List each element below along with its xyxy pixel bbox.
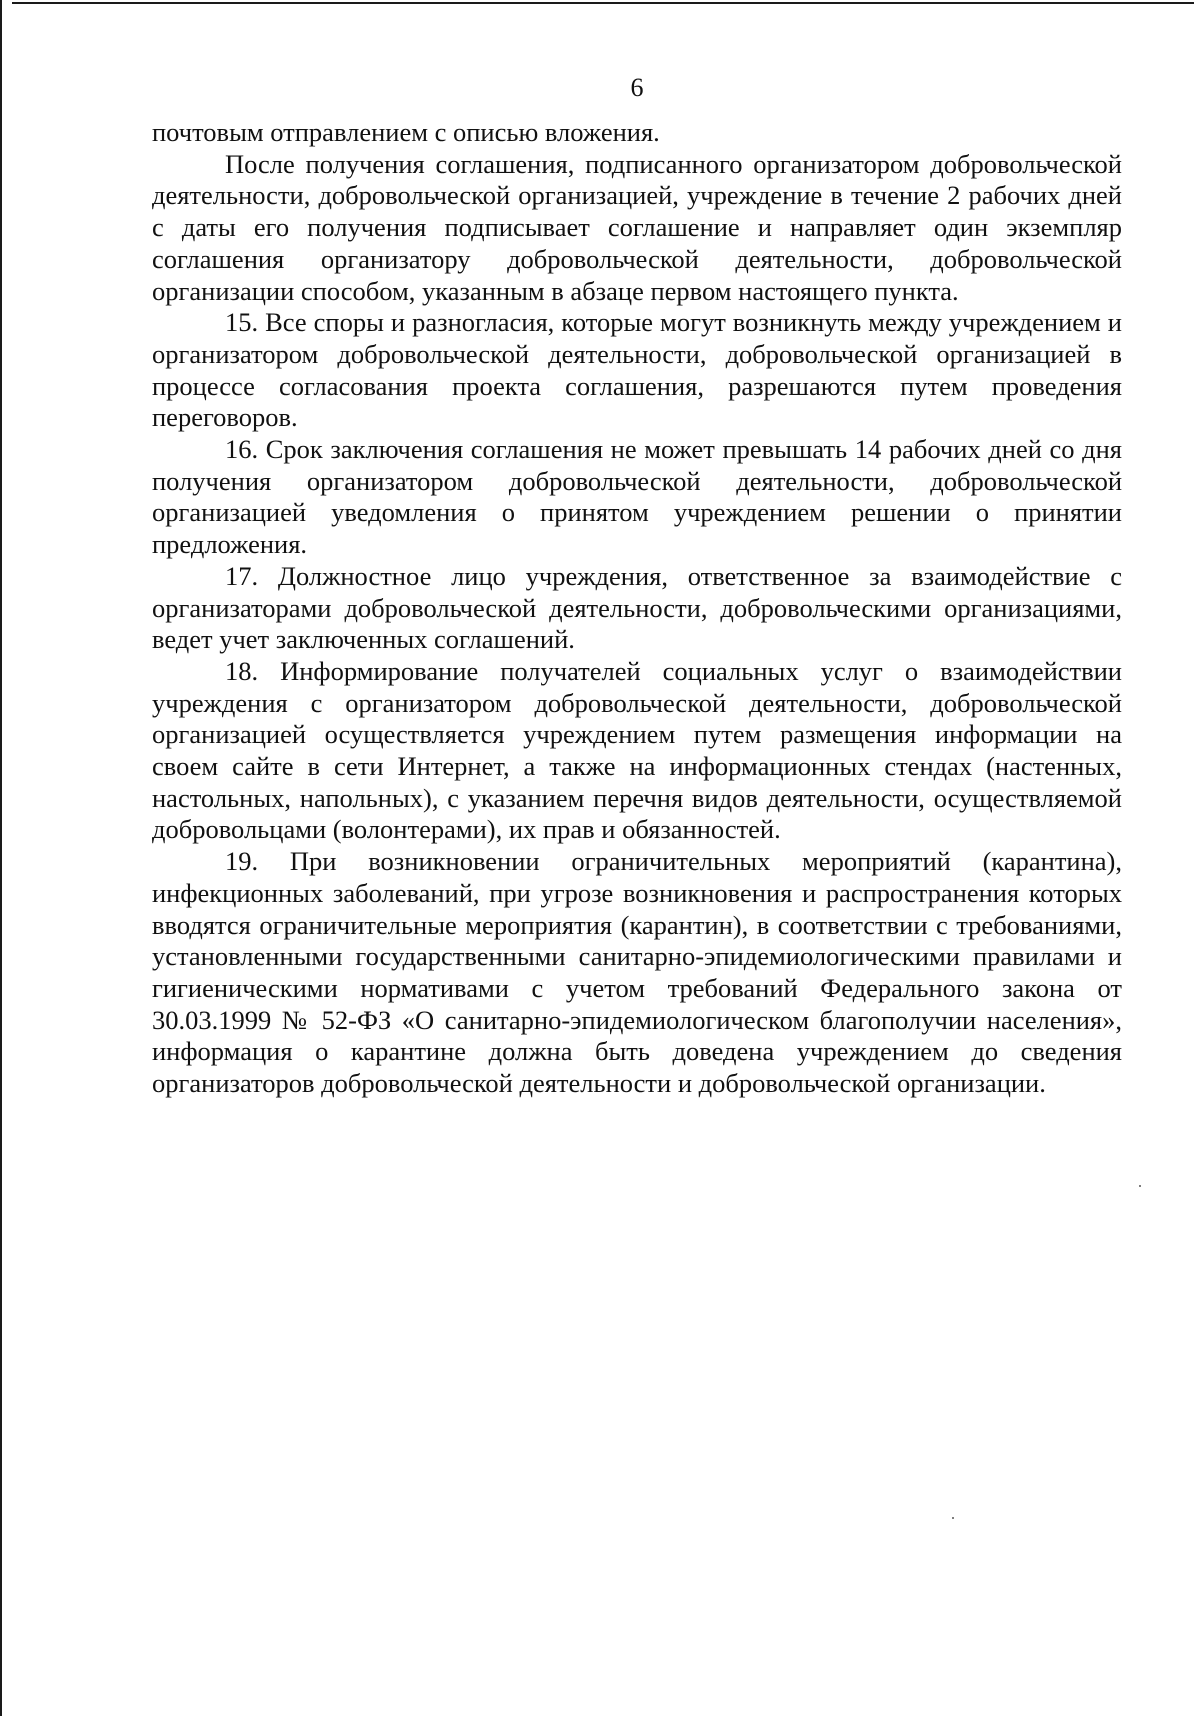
paragraph-continuation: почтовым отправлением с описью вложения. [152, 117, 660, 147]
scan-top-edge [12, 2, 1194, 4]
page-number: 6 [630, 73, 644, 102]
scan-left-edge [0, 0, 2, 1716]
paragraph-item-15: 15. Все споры и разногласия, которые могут возникнуть между учреждением и организатором добровольческой деятельности, добровольческой организацией в процессе согласования проекта соглашения, разрешаются путем проведения переговоров. [152, 307, 1122, 433]
scan-speck [952, 1517, 954, 1519]
paragraph-item-19: 19. При возникновении ограничительных мероприятий (карантина), инфекционных заболеваний, при угрозе возникновения и распространения которых вводятся ограничительные мероприятия (карантин), в соответствии с требованиями, установленными государственными санитарно-эпидемиологическими правилами и гигиеническими нормативами с учетом требований Федерального закона от 30.03.1999 № 52-ФЗ «О санитарно-эпидемиологическом благополучии населения», информация о карантине должна быть доведена учреждением до сведения организаторов добровольческой деятельности и добровольческой организации. [152, 846, 1122, 1099]
paragraph-after-receipt: После получения соглашения, подписанного организатором добровольческой деятельности, добровольческой организацией, учреждение в течение 2 рабочих дней с даты его получения подписывает соглашение и направляет один экземпляр соглашения организатору добровольческой деятельности, добровольческой организации способом, указанным в абзаце первом настоящего пункта. [152, 148, 1122, 306]
scan-speck [1139, 1185, 1141, 1187]
paragraph-item-16: 16. Срок заключения соглашения не может превышать 14 рабочих дней со дня получения организатором добровольческой деятельности, добровольческой организацией уведомления о принятом учреждением решении о принятии предложения. [152, 434, 1122, 560]
document-body [152, 117, 1122, 1100]
paragraph-item-18: 18. Информирование получателей социальных услуг о взаимодействии учреждения с организатором добровольческой деятельности, добровольческой организацией осуществляется учреждением путем размещения информации на своем сайте в сети Интернет, а также на информационных стендах (настенных, настольных, напольных), с указанием перечня видов деятельности, осуществляемой добровольцами (волонтерами), их прав и обязанностей. [152, 655, 1122, 845]
paragraph-item-17: 17. Должностное лицо учреждения, ответственное за взаимодействие с организаторами добровольческой деятельности, добровольческими организациями, ведет учет заключенных соглашений. [152, 560, 1122, 655]
